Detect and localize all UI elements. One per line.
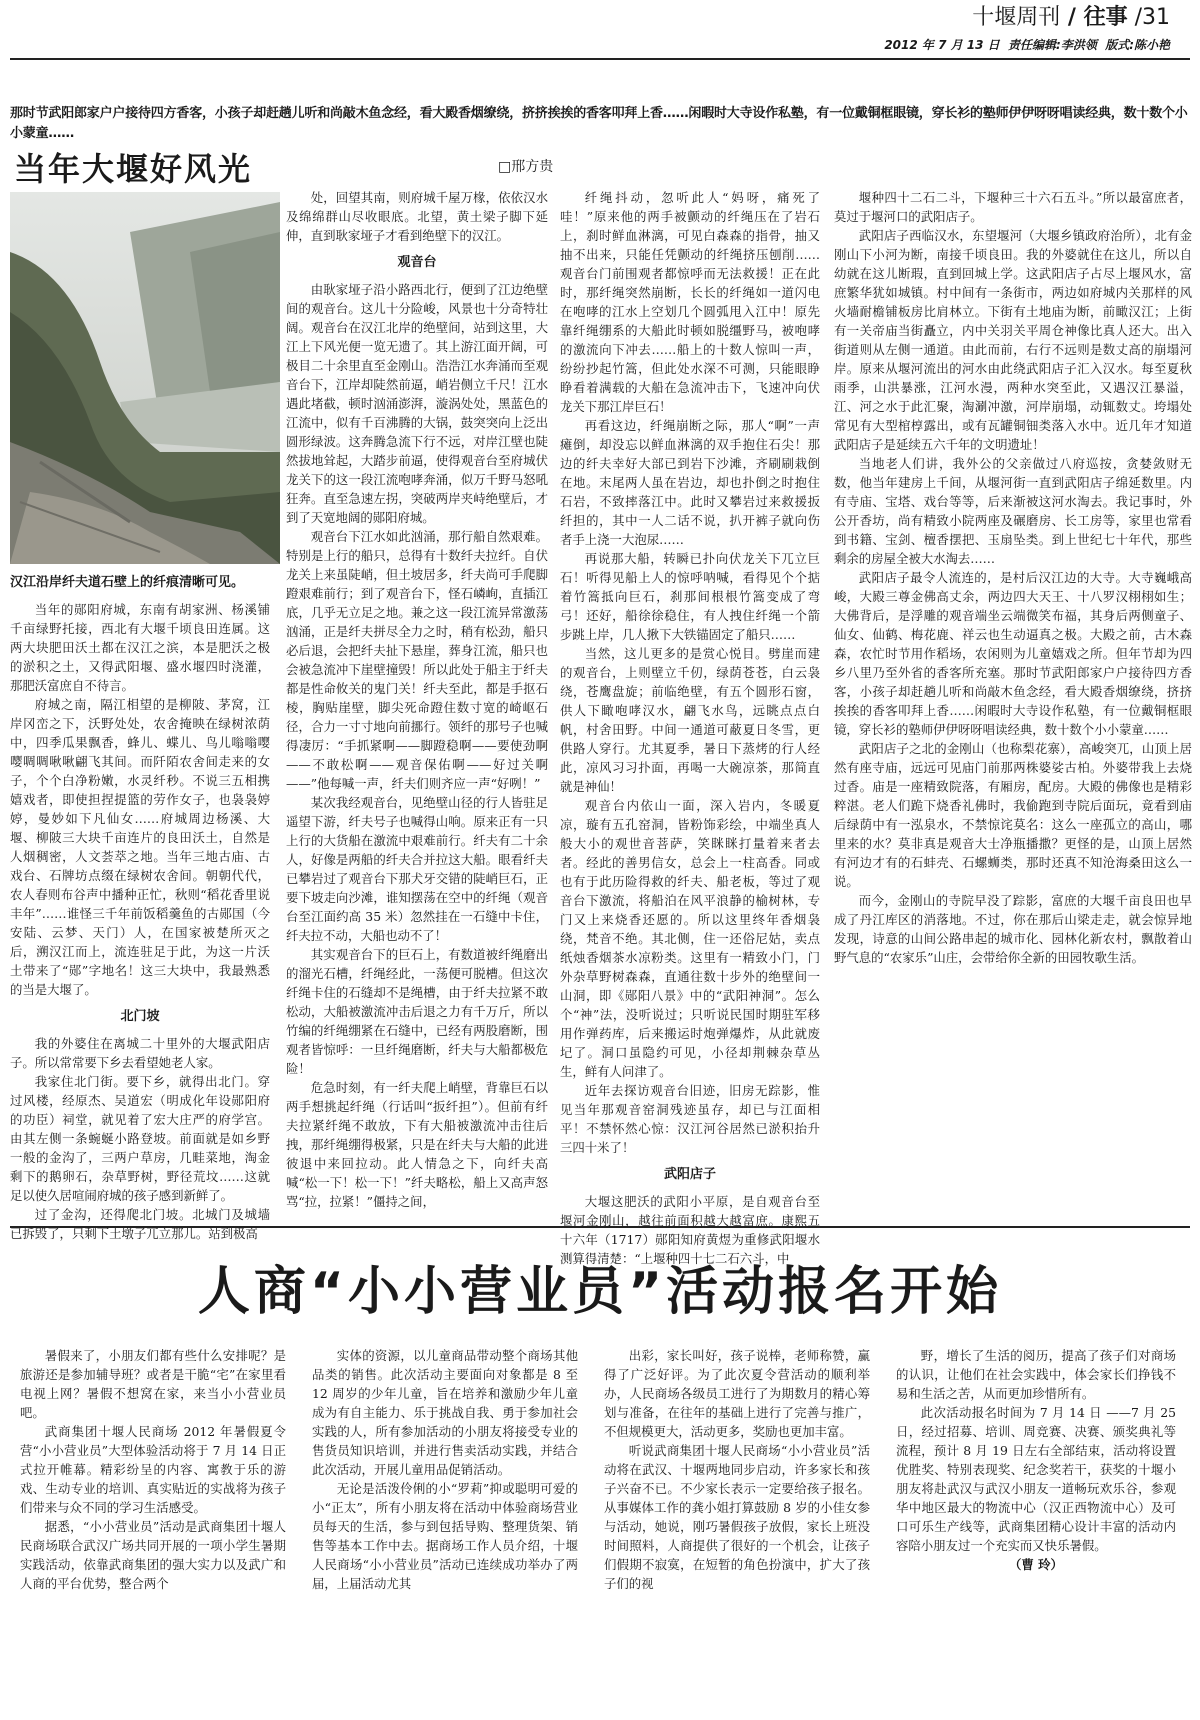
photo-caption: 汉江沿岸纤夫道石壁上的纤痕清晰可见。 bbox=[10, 575, 245, 590]
article-column-1 bbox=[10, 600, 270, 1241]
ad-column-3 bbox=[604, 1346, 870, 1708]
ad-headline: 人商“小小营业员”活动报名开始 bbox=[197, 1262, 1003, 1322]
article-headline: 当年大堰好风光 bbox=[14, 150, 253, 188]
masthead-info bbox=[884, 36, 1170, 53]
ad-column-2 bbox=[312, 1346, 578, 1708]
paragraph: 某次我经观音台，见绝壁山径的行人皆驻足遥望下游，纤夫号子也喊得山响。原来正有一只上行的大货船在激流中艰难前行。纤夫有二十余人，好像是两船的纤夫合并拉这大船。眼看纤夫已攀岩过了观音台下那犬牙交错的陡峭巨石，正要下坡走向沙滩，谁知摆荡在空中的纤绳（观音台至江面约高 35 米）忽然挂在一石缝中卡住，纤夫拉不动，大船也动不了！ bbox=[286, 795, 548, 943]
paragraph: 当然，这儿更多的是赏心悦目。劈崖而建的观音台，上则壁立千仞，绿荫苍苍，白云袅绕，苍鹰盘旋；前临绝壁，有五个圆形石窗，供人下瞰咆哮汉水，翩飞水鸟，远眺点点白帆，村舍田野。中间一通道可蔽夏日冬雪，更供路人穿行。尤其夏季，暑日下蒸烤的行人经此，凉风习习扑面，再喝一大碗凉茶，那简直就是神仙！ bbox=[560, 646, 820, 794]
paragraph: 府城之南，隔江相望的是柳陂、茅窝，江岸冈峦之下，沃野处处，农舍掩映在绿树浓荫中，四季瓜果飘香，蜂儿、蝶儿、鸟儿嗡嗡嘤嘤啁啁啾啾翩飞其间。而阡陌农舍间走来的女子，个个白净粉嫩，水灵纤秒。不说三五相携嬉戏者，即使担捏提篮的劳作女子，也袅袅婷婷，曼妙如下凡仙女……府城周边杨溪、大堰、柳陂三大块千亩连片的良田沃土，自然是人烟稠密，人文荟萃之地。当年三地古庙、古戏台、石牌坊点缀在绿树农舍间。朝朝代代，农人春则布谷声中播种正忙，秋则“稻花香里说丰年”……谁怪三千年前饭稻羹鱼的古郧国（今安陆、云梦、天门）人，在国家被楚所灭之后，溯汉江而上，流连驻足于此，为这一片沃土带来了“郧”字地名！这三大块中，我最熟悉的当是大堰了。 bbox=[10, 697, 270, 997]
paragraph: 此次活动报名时间为 7 月 14 日 ——7 月 25 日，经过招募、培训、周竞赛、决赛、颁奖典礼等流程，预计 8 月 19 日左右全部结束，活动将设置优胜奖、特别表现奖、纪念奖若干，获奖的十堰小朋友将赴武汉与武汉小朋友一道畅玩欢乐谷，参观华中地区最大的物流中心（汉正西物流中心）及可口可乐生产线等，武商集团精心设计丰富的活动内容陪小朋友过一个充实而又快乐暑假。 bbox=[896, 1405, 1176, 1553]
paragraph: 武阳店子最令人流连的，是村后汉江边的大寺。大寺巍峨高峻，大殿三尊金佛高丈余，两边四大天王、十八罗汉栩栩如生；大佛背后，是浮雕的观音端坐云端微笑布福，其身后两侧童子、仙女、仙鹤、梅花鹿、祥云也生动逼真之极。大殿之前，古木森森，农忙时节用作稻场，农闲则为儿童嬉戏之所。但年节却为四乡八里乃至外省的香客所充塞。那时节武阳郎家户户接待四方香客，小孩子却赶趟儿听和尚敲木鱼念经，看大殿香烟缭绕，挤挤挨挨的香客叩拜上香……闲暇时大寺设作私塾，有一位戴铜框眼镜，穿长衫的塾师伊伊呀呀唱读经典，数十数个小小蒙童…… bbox=[834, 570, 1192, 737]
section-divider bbox=[10, 1226, 1190, 1228]
paragraph: 大堰这肥沃的武阳小平原，是自观音台至堰河金刚山，越往前面积越大越富庶。康熙五十六年（1717）郧阳知府黄煜为重修武阳堰水测算得清楚：“上堰种四十七二石六斗，中 bbox=[560, 1194, 820, 1266]
paragraph: 纤绳抖动，忽听此人“妈呀，痛死了哇！”原来他的两手被颤动的纤绳压在了岩石上，刹时鲜血淋漓，可见白森森的指骨，抽又抽不出来，只能任凭颤动的纤绳挤压刨削……观音台门前围观者都惊呼而无法救援！正在此时，那纤绳突然崩断，长长的纤绳如一道闪电在咆哮的江水上空划几个圆弧甩入江中！原先靠纤绳绷系的大船此时顿如脱缰野马，被咆哮的激流向下冲去……船上的十数人惊叫一声，纷纷抄起竹篙，但此处水深不可测，只能眼睁睁看着满载的大船在急流冲击下，飞速冲向伏龙关下那江岸巨石！ bbox=[560, 190, 820, 414]
masthead-title: 十堰周刊 / 往事 /31 bbox=[972, 5, 1170, 30]
river-cliff-photo bbox=[10, 192, 280, 564]
section-name: 往事 bbox=[1083, 5, 1128, 30]
paragraph: 暑假来了，小朋友们都有些什么安排呢？是旅游还是参加辅导班？或者是干脆“宅”在家里看电视上网？暑假不想窝在家，来当小小营业员吧。 bbox=[20, 1348, 286, 1420]
paragraph: 观音台内依山一面，深入岩内，冬暖夏凉，璇有五孔窑洞，皆粉饰彩绘，中端坐真人般大小的观世音菩萨，笑眯眯打量着来者去者。经此的善男信女，总会上一柱高香。同或也有于此历险得救的纤夫、船老板，等过了观音台下激流，将船泊在风平浪静的榆树林，专门又上来烧香还愿的。所以这里终年香烟袅绕，梵音不绝。其北侧，住一还俗尼姑，卖点纸烛香烟茶水凉粉类。这里有一精致小门，门外杂草野树森森，直通往数十步外的绝壁间一山洞，即《郧阳八景》中的“武阳神洞”。怎么个“神”法，没听说过；只听说民国时期驻军移用作弹药库，后来搬运时炮弹爆炸，从此就废圮了。洞口虽隐约可见，小径却荆棘杂草丛生，鲜有人问津了。 bbox=[560, 798, 820, 1079]
paragraph: 我家住北门街。要下乡，就得出北门。穿过风楼，经原杰、吴道宏（明成化年设郧阳府的功臣）祠堂，就见着了宏大庄严的府学宫。由其左侧一条蜿蜒小路登坡。前面就是如乡野一般的金沟了，三两户草房，几畦菜地，淘金剩下的鹅卵石，杂草野树，野径荒坟……这就足以使久居喧闹府城的孩子感到新鲜了。 bbox=[10, 1074, 270, 1203]
paper-name: 十堰周刊 bbox=[972, 5, 1061, 30]
masthead bbox=[884, 4, 1170, 53]
ad-column-1 bbox=[20, 1346, 286, 1708]
paragraph: 武阳店子之北的金刚山（也称梨花寨），高峻突兀，山顶上居然有座寺庙，远远可见庙门前那两株婆娑古柏。外婆带我上去烧过香。庙是一座精致院落，有厢房，配房。大殿的佛像也是精彩粹湛。老人们跪下烧香礼佛时，我偷跑到寺院后面玩，竟看到庙后绿荫中有一泓泉水，不禁惊诧莫名：这么一座孤立的高山，哪里来的水？莫非真是观音大士净瓶播撒？更怪的是，山顶上居然有河边才有的石蚌壳、石螺蛳类，那时还真不知沧海桑田这么一说。 bbox=[834, 741, 1192, 889]
page-number: 31 bbox=[1142, 5, 1170, 30]
paragraph: 当地老人们讲，我外公的父亲做过八府巡按，贪婪敛财无数，他当年建房上千间，从堰河街一直到武阳店子绵延数里。内有寺庙、宝塔、戏台等等，后来渐被这河水淘去。我记事时，外公开香坊，尚有精致小院两座及碾磨房、长工房等，家里也常看到书籍、宝剑、檀香摆把、玉扇坠类。到上世纪七十年代，那些剩余的房屋全被大水淘去…… bbox=[834, 456, 1192, 566]
paragraph: 近年去探访观音台旧迹，旧房无踪影，惟见当年那观音窑洞残迹虽存，却已与江面相平！不禁怀然心惊：汉江河谷居然已淤积抬升三四十米了！ bbox=[560, 1083, 820, 1155]
article-lead: 那时节武阳郎家户户接待四方香客，小孩子却赶趟儿听和尚敲木鱼念经，看大殿香烟缭绕，挤挤挨挨的香客叩拜上香……闲暇时大寺设作私塾，有一位戴铜框眼镜，穿长衫的塾师伊伊呀呀唱读经典，数十数个小小蒙童…… bbox=[10, 106, 1188, 141]
paragraph: 由耿家垭子沿小路西北行，便到了江边绝壁间的观音台。这儿十分险峻，风景也十分奇特壮阔。观音台在汉江北岸的绝壁间，站到这里，大江上下风光便一览无遗了。其上游江面开阔，可极目二十余里直至金刚山。浩浩江水奔涌而至观音台下，江岸却陡然前逼，峭岩侧立千尺！江水遇此堵截，顿时汹涌澎湃，漩涡处处，黑蓝色的江流中，似有千百沸腾的大锅，鼓突突向上泛出圆形绿波。这奔腾急流下行不远，对岸江壁也陡然拔地耸起，大踏步前逼，使得观音台至府城伏龙关下的这一段江流咆哮奔涌，似万千野马怒吼狂奔。直至急速左拐，突破两岸夹峙绝壁后，才到了天宽地阔的郧阳府城。 bbox=[286, 282, 548, 525]
article-column-4 bbox=[834, 188, 1192, 1212]
article-byline: □邢方贵 bbox=[498, 159, 554, 175]
article-column-3 bbox=[560, 188, 820, 1266]
subheading-wuyangdianzi: 武阳店子 bbox=[663, 1167, 716, 1182]
layout-credit: 版式:陈小艳 bbox=[1105, 38, 1170, 52]
paragraph: 处，回望其南，则府城千屋万椽，依依汉水及绵绵群山尽收眼底。北望，黄土梁子脚下延伸，直到耿家垭子才看到绝壁下的汉江。 bbox=[286, 190, 548, 243]
subheading-beimenpo: 北门坡 bbox=[120, 1009, 160, 1024]
top-divider bbox=[10, 58, 1190, 60]
ad-column-4 bbox=[896, 1346, 1176, 1708]
paragraph: 堰种四十二石二斗，下堰种三十六石五斗。”所以最富庶者，莫过于堰河口的武阳店子。 bbox=[834, 190, 1192, 224]
article-column-2 bbox=[286, 188, 548, 1212]
paragraph: 无论是活泼伶俐的小“罗莉”抑或聪明可爱的小“正太”，所有小朋友将在活动中体验商场营业员每天的生活，参与到包括导购、整理货架、销售等基本工作中去。据商场工作人员介绍，十堰人民商场“小小营业员”活动已连续成功举办了两届，上届活动尤其 bbox=[312, 1481, 578, 1591]
paragraph: 过了金沟，还得爬北门坡。北城门及城墙已拆毁了，只剩下土墩子兀立那儿。站到极高 bbox=[10, 1207, 270, 1241]
paragraph: 再说那大船，转瞬已扑向伏龙关下兀立巨石！听得见船上人的惊呼呐喊，看得见个个掂着竹篙抵向巨石，刹那间根根竹篙变成了弯弓！还好，船徐徐稳住，有人拽住纤绳一个箭步跳上岸，几人揪下大铁锚固定了船只…… bbox=[560, 551, 820, 642]
paragraph: 实体的资源，以儿童商品带动整个商场其他品类的销售。此次活动主要面向对象都是 8 至 12 周岁的少年儿童，旨在培养和激励少年儿童成为有自主能力、乐于挑战自我、勇于参加社会实践的人，所有参加活动的小朋友将接受专业的售货员知识培训，并进行售卖活动实践，并结合此次活动，开展儿童用品促销活动。 bbox=[312, 1348, 578, 1477]
paragraph: 其实观音台下的巨石上，有数道被纤绳磨出的溜光石槽，纤绳经此，一荡便可脱槽。但这次纤绳卡住的石缝却不是绳槽，由于纤夫拉紧不敢松动，大船被激流冲击后退之力有千万斤，所以竹编的纤绳绷紧在石缝中，已经有两股磨断，围观者皆惊呼：一旦纤绳磨断，纤夫与大船都极危险！ bbox=[286, 947, 548, 1076]
paragraph: 武阳店子西临汉水，东望堰河（大堰乡镇政府治所），北有金刚山下小河为断，南接千顷良田。我的外婆就住在这儿，所以自幼就在这儿断瑕，直到回城上学。这武阳店子占尽上堰风水，富庶繁华犹如城镇。村中间有一条街市，两边如府城内关那样的风火墙耐檐铺板房比肩林立。下街有土地庙为断，前瞰汉江；上街有一关帝庙当街矗立，内中关羽关平周仓神像比真人还大。出入街道则从左侧一通道。由此而前，右行不远则是数丈高的崩塌河岸。原来从堰河流出的河水由此绕武阳店子汇入汉水。每至夏秋雨季，山洪暴涨，江河水漫，两种水突至此，又遇汉江暴溢，江、河之水于此汇聚，淘涮冲激，河岸崩塌，动辄数丈。垮塌处常见有大型棺椁露出，或有瓦罐铜钿类落入水中。近几年才知道武阳店子是延续五六千年的文明遗址！ bbox=[834, 228, 1192, 452]
paragraph: 观音台下江水如此汹涌，那行船自然艰难。特别是上行的船只，总得有十数纤夫拉纤。自伏龙关上来虽陡峭，但土坡居多，纤夫尚可手爬脚蹬艰难前行；到了观音台下，怪石嶙峋，直插江底，几乎无立足之地。兼之这一段江流异常激荡汹涌，正是纤夫拼尽全力之时，稍有松劲，船只必后退，会把纤夫扯下悬崖，葬身江流，船只也会被急流冲下崖壁撞毁！所以此处于船主于纤夫都是性命攸关的鬼门关！纤夫至此，都是手抠石棱，胸贴崖壁，脚尖死命蹬住数寸宽的崎岖石径，合力一寸寸地向前挪行。领纤的那号子也喊得凄厉：“手抓紧啊——脚蹬稳啊——要使劲啊——不敢松啊——观音保佑啊——好过关啊——”他每喊一声，纤夫们则齐应一声“好咧！” bbox=[286, 529, 548, 791]
paragraph: 当年的郧阳府城，东南有胡家洲、杨溪铺千亩绿野托接，西北有大堰千顷良田连属。这两大块肥田沃土都在汉江之滨，本是肥沃之极的淤积之土，又得武阳堰、盛水堰四时浇灌，那肥沃富庶自不待言。 bbox=[10, 602, 270, 693]
paragraph: 我的外婆住在离城二十里外的大堰武阳店子。所以常常要下乡去看望她老人家。 bbox=[10, 1036, 270, 1070]
paragraph: 据悉，“小小营业员”活动是武商集团十堰人民商场联合武汉广场共同开展的一项小学生暑期实践活动，依靠武商集团的强大实力以及武广和人商的平台优势，整合两个 bbox=[20, 1519, 286, 1591]
paragraph: 听说武商集团十堰人民商场“小小营业员”活动将在武汉、十堰两地同步启动，许多家长和孩子兴奋不已。不少家长表示一定要给孩子报名。从事媒体工作的龚小姐打算鼓励 8 岁的小佳女参与活动，她说，刚巧暑假孩子放假，家长上班没时间照料，人商提供了很好的一个机会，让孩子们假期不寂寞，在短暂的角色扮演中，扩大了孩子们的视 bbox=[604, 1443, 870, 1591]
paragraph: 武商集团十堰人民商场 2012 年暑假夏令营“小小营业员”大型体验活动将于 7 月 14 日正式拉开帷幕。精彩纷呈的内容、寓教于乐的游戏、生动专业的培训、真实贴近的实战将为孩子们带来与众不同的学习生活感受。 bbox=[20, 1424, 286, 1515]
issue-date: 2012 年 7 月 13 日 bbox=[884, 38, 1000, 52]
paragraph: 再看这边，纤绳崩断之际，那人“啊”一声瘫倒，却没忘以鲜血淋漓的双手抱住石尖！那边的纤夫幸好大部已到岩下沙滩，齐刷刷栽倒在地。末尾两人虽在岩边，却也扑倒之时抱住石岩，不致摔落江中。此时又攀岩过来救援扳纤担的，其中一人二话不说，扒开裤子就向伤者手上浇一大泡尿…… bbox=[560, 418, 820, 547]
paragraph: 野，增长了生活的阅历，提高了孩子们对商场的认识，让他们在社会实践中，体会家长们挣钱不易和生活之苦，从而更加珍惜所有。 bbox=[896, 1348, 1176, 1401]
editor-credit: 责任编辑:李洪领 bbox=[1008, 38, 1097, 52]
paragraph: 出彩，家长叫好，孩子说棒，老师称赞，赢得了广泛好评。为了此次夏令营活动的顺利举办，人民商场各级员工进行了为期数月的精心筹划与准备，在往年的基础上进行了完善与推广，不但规模更大，活动更多，奖励也更加丰富。 bbox=[604, 1348, 870, 1439]
paragraph: 危急时刻，有一纤夫爬上峭壁，背靠巨石以两手想挑起纤绳（行话叫“扳纤担”）。但前有纤夫拉紧纤绳不敢放，下有大船被激流冲击往后拽，那纤绳绷得极紧，只是在纤夫与大船的此进彼退中来回拉动。此人情急之下，向纤夫高喊“松一下！松一下！”纤夫略松，船上又高声怒骂“拉，拉紧！”僵持之间， bbox=[286, 1080, 548, 1209]
ad-signature: （曹 玲） bbox=[1009, 1557, 1063, 1572]
subheading-guanyintai: 观音台 bbox=[397, 255, 437, 270]
paragraph: 而今，金刚山的寺院早没了踪影，富庶的大堰千亩良田也早成了丹江库区的消落地。不过，你在那后山梁走走，就会惊异地发现，诗意的山间公路串起的城市化、园林化新农村，飘散着山野气息的“农家乐”山庄，会带给你全新的田园牧歌生活。 bbox=[834, 893, 1192, 965]
